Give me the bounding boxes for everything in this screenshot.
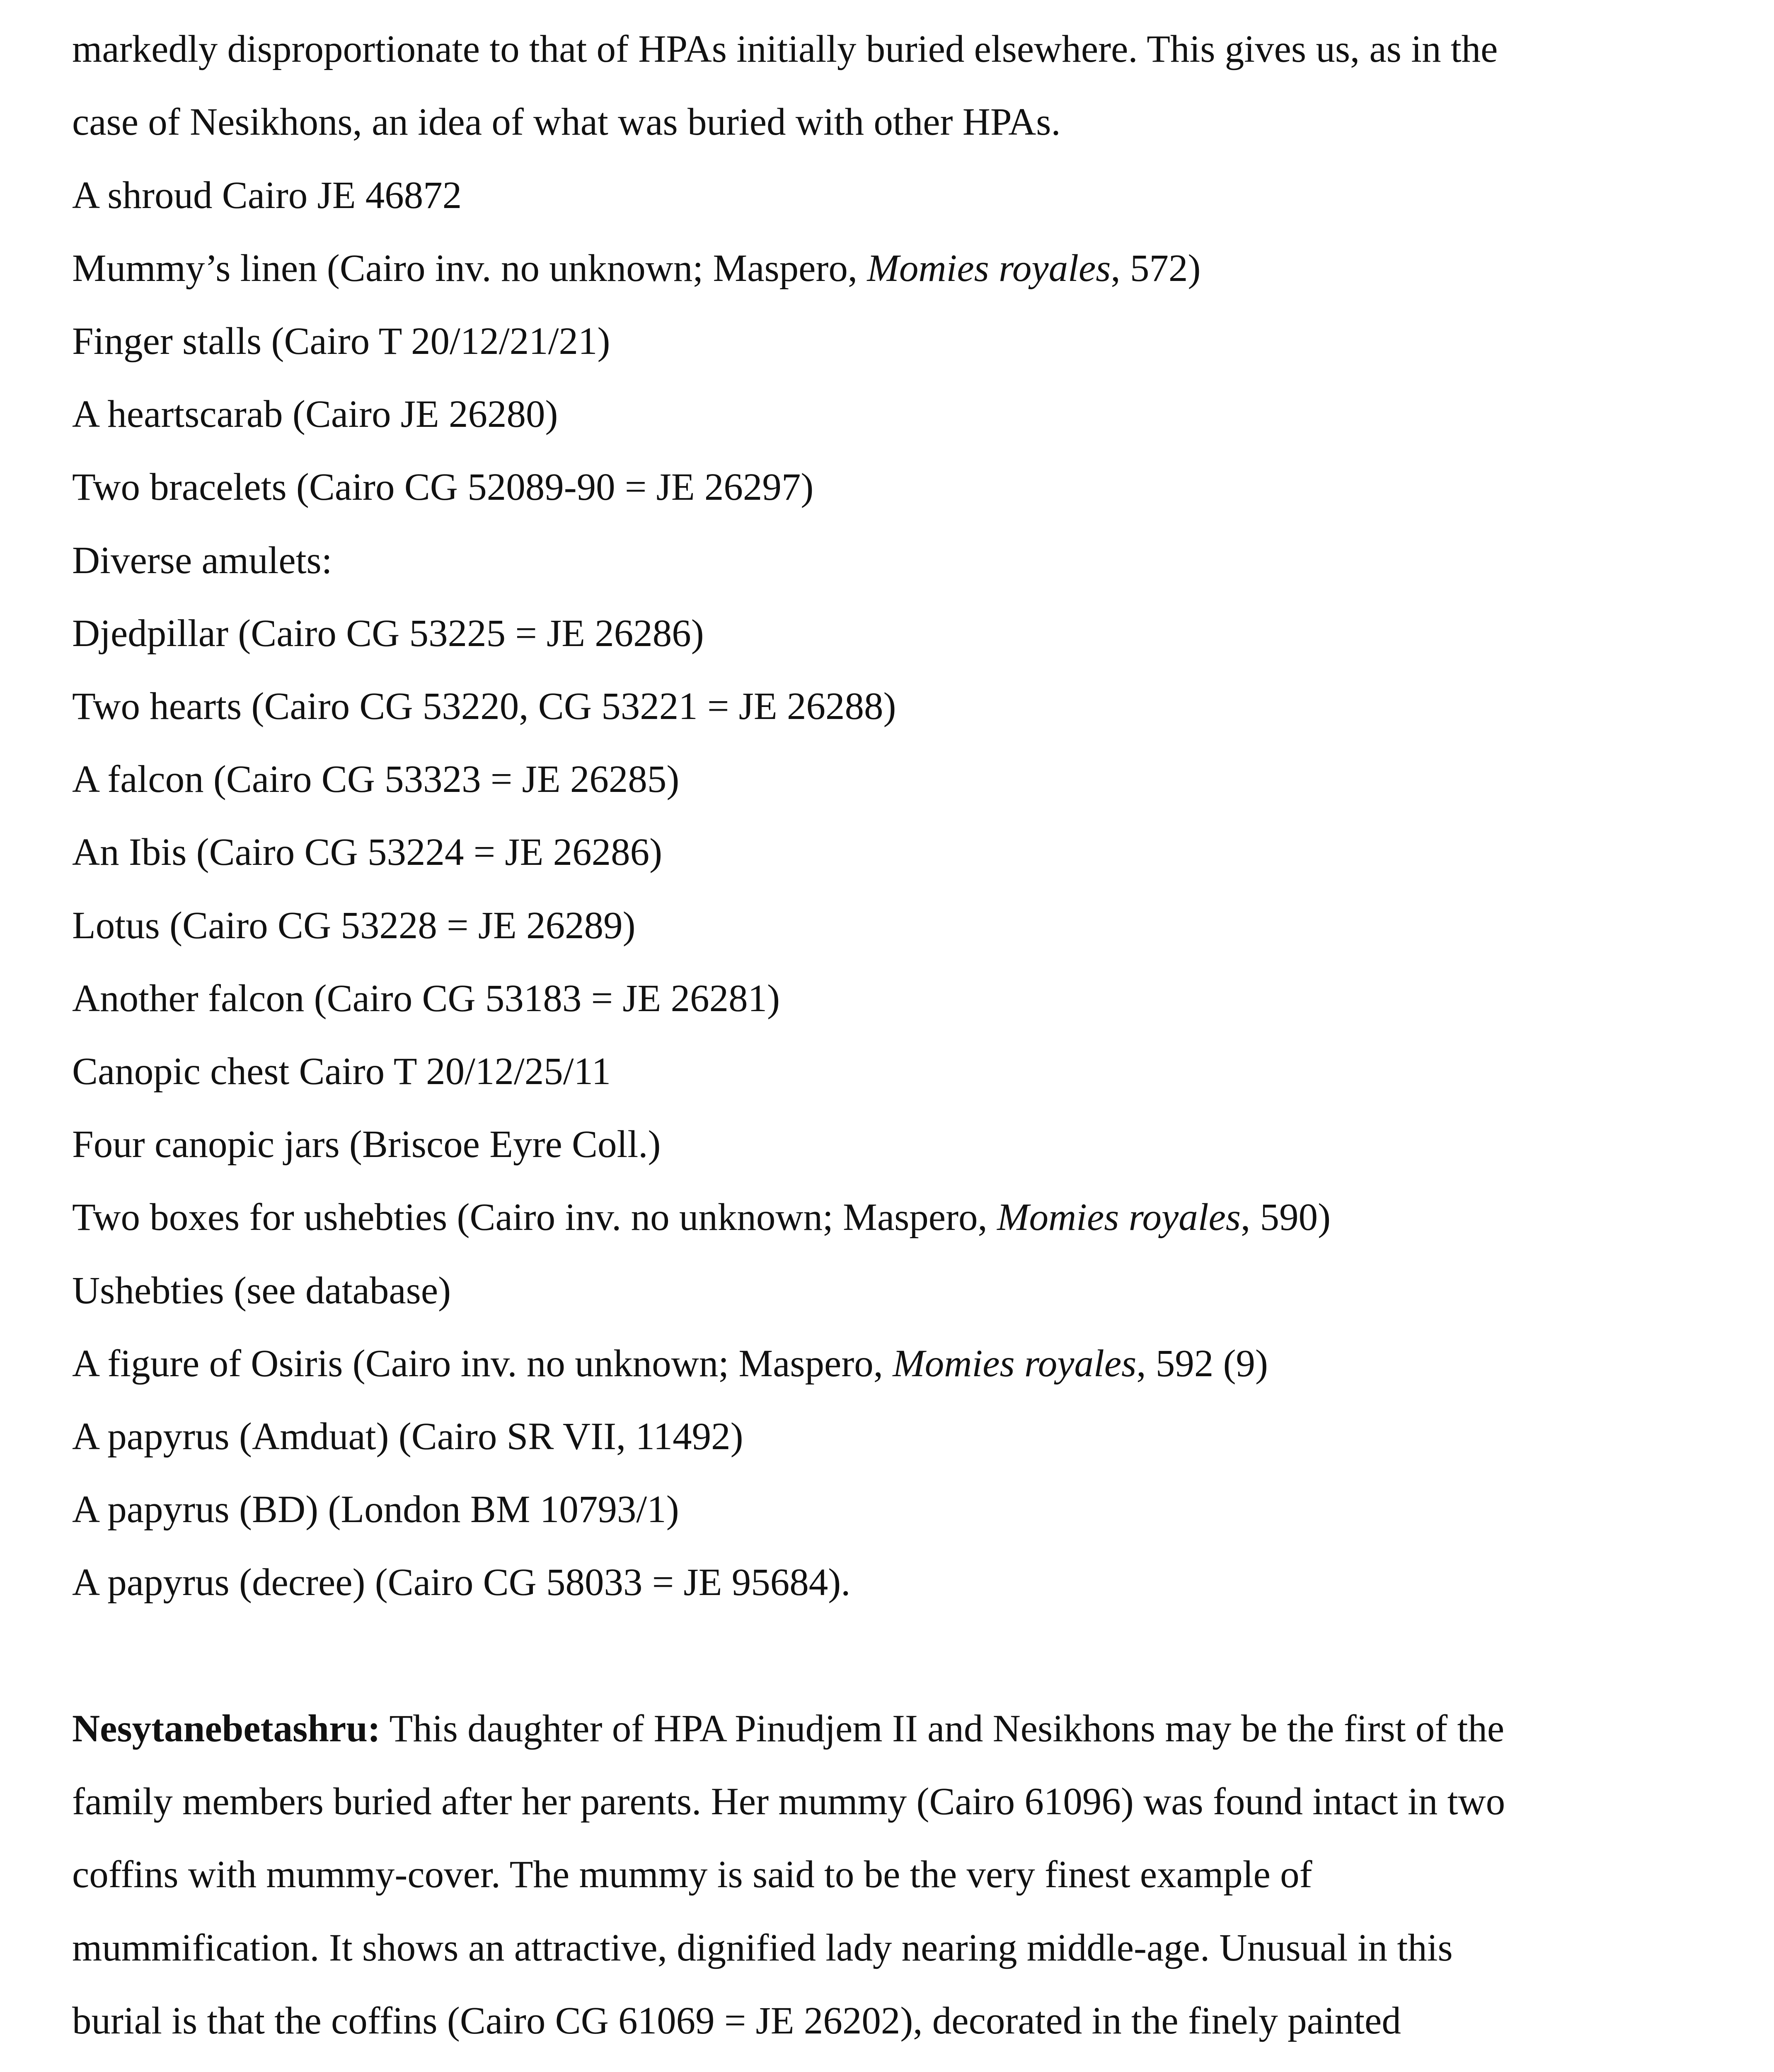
list-item: Two boxes for ushebties (Cairo inv. no unknown; Maspero, Momies royales, 590)	[72, 1196, 1331, 1239]
list-item: A figure of Osiris (Cairo inv. no unknown; Maspero, Momies royales, 592 (9)	[72, 1342, 1268, 1385]
list-item: Another falcon (Cairo CG 53183 = JE 26281)	[72, 977, 780, 1020]
section-line: burial is that the coffins (Cairo CG 61069 = JE 26202), decorated in the finely painted	[72, 1999, 1401, 2042]
list-item: An Ibis (Cairo CG 53224 = JE 26286)	[72, 831, 663, 874]
list-item: Finger stalls (Cairo T 20/12/21/21)	[72, 320, 610, 363]
list-item: A papyrus (Amduat) (Cairo SR VII, 11492)	[72, 1415, 743, 1458]
list-item: Two bracelets (Cairo CG 52089-90 = JE 26297)	[72, 466, 814, 508]
list-item: A shroud Cairo JE 46872	[72, 174, 462, 217]
section-heading: Nesytanebetashru:	[72, 1707, 380, 1750]
list-item: Two hearts (Cairo CG 53220, CG 53221 = JE 26288)	[72, 685, 896, 728]
list-item: A papyrus (BD) (London BM 10793/1)	[72, 1488, 679, 1531]
list-item: Diverse amulets:	[72, 539, 332, 582]
list-item: A heartscarab (Cairo JE 26280)	[72, 393, 558, 436]
list-item: A papyrus (decree) (Cairo CG 58033 = JE 95684).	[72, 1561, 851, 1604]
section-line: family members buried after her parents. Her mummy (Cairo 61096) was found intact in two	[72, 1780, 1505, 1823]
section-line: coffins with mummy-cover. The mummy is said to be the very finest example of	[72, 1853, 1312, 1896]
list-item: Lotus (Cairo CG 53228 = JE 26289)	[72, 904, 636, 947]
section-line: mummification. It shows an attractive, dignified lady nearing middle-age. Unusual in this	[72, 1927, 1453, 1969]
list-item: Four canopic jars (Briscoe Eyre Coll.)	[72, 1123, 661, 1166]
list-item: Mummy’s linen (Cairo inv. no unknown; Maspero, Momies royales, 572)	[72, 247, 1201, 290]
list-item: Djedpillar (Cairo CG 53225 = JE 26286)	[72, 612, 704, 655]
list-item: A falcon (Cairo CG 53323 = JE 26285)	[72, 758, 680, 801]
list-item: Canopic chest Cairo T 20/12/25/11	[72, 1050, 611, 1093]
intro-line-1: markedly disproportionate to that of HPAs initially buried elsewhere. This gives us, as in the	[72, 28, 1498, 70]
intro-line-2: case of Nesikhons, an idea of what was buried with other HPAs.	[72, 101, 1061, 143]
section-line-1: Nesytanebetashru: This daughter of HPA Pinudjem II and Nesikhons may be the first of the	[72, 1707, 1505, 1750]
list-item: Ushebties (see database)	[72, 1269, 451, 1312]
